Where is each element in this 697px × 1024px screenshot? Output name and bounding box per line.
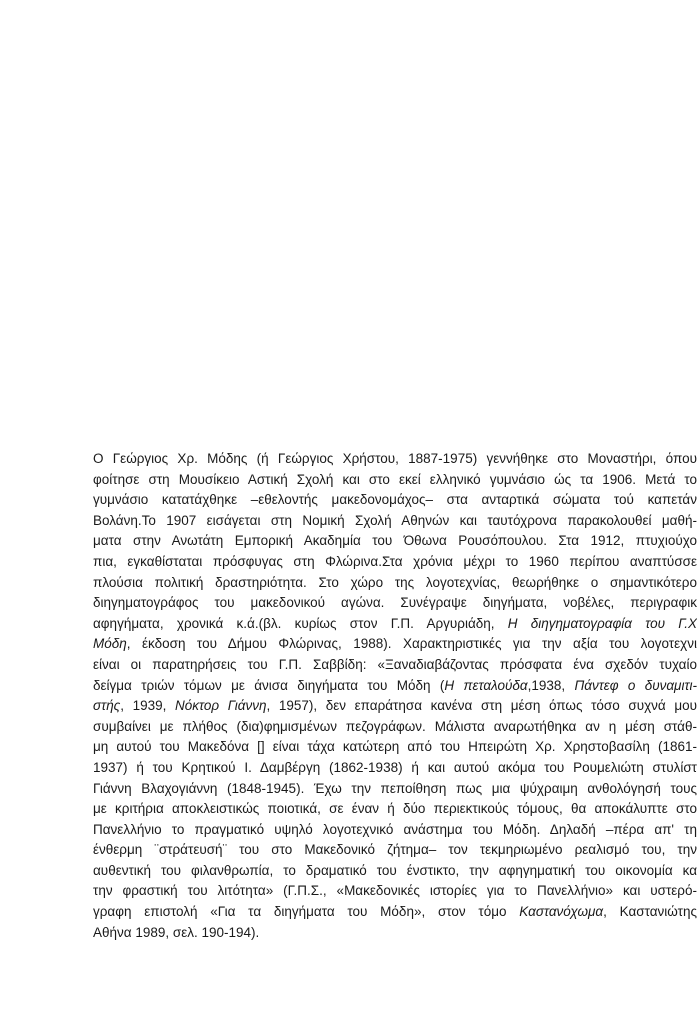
text-segment: , 1939, xyxy=(120,698,176,714)
text-line xyxy=(93,614,697,635)
text-segment: ένθερμη ¨στράτευσή¨ του στο Μακεδονικό ζήτημα– τον τεκμηριωμένο ρεαλισμό του, την xyxy=(93,842,697,858)
text-segment: αυθεντική του φιλανθρωπία, το δραματικό του ένστικτο, την αφηγηματική του οικονομία κα xyxy=(93,862,697,878)
text-segment: ,1938, xyxy=(527,677,575,693)
italic-book-title: Πάντεφ ο δυναμιτι- xyxy=(574,677,697,693)
text-line xyxy=(93,449,697,470)
italic-book-title: Νόκτορ Γιάννη xyxy=(175,698,267,714)
text-segment: την φραστική του λιτότητα» (Γ.Π.Σ., «Μακεδονικές ιστορίες για το Πανελλήνιο» και υστερό- xyxy=(93,883,697,899)
text-line xyxy=(93,861,697,882)
text-line xyxy=(93,717,697,738)
text-line xyxy=(93,490,697,511)
text-segment: , Καστανιώτης xyxy=(603,904,697,920)
text-segment: αφηγήματα, χρονικά κ.ά.(βλ. κυρίως στον Γ.Π. Αργυριάδη, xyxy=(93,615,508,631)
text-line xyxy=(93,737,697,758)
text-segment: , έκδοση του Δήμου Φλώρινας, 1988). Χαρακτηριστικές για την αξία του λογοτεχνι xyxy=(126,636,697,652)
text-segment: διηγηματογράφος του μακεδονικού αγώνα. Συνέγραψε διηγήματα, νοβέλες, περιγραφικ xyxy=(93,595,697,611)
text-line xyxy=(93,923,697,944)
text-line xyxy=(93,511,697,532)
text-line xyxy=(93,696,697,717)
text-segment: , 1957), δεν επαράτησα κανένα στη μέση όπως τόσο συχνά μου xyxy=(266,698,697,714)
text-segment: συμβαίνει με πλήθος (δια)φημισμένων πεζογράφων. Μάλιστα αναρωτήθηκα αν η μέση στάθ- xyxy=(93,718,697,734)
text-line xyxy=(93,840,697,861)
text-segment: Ο Γεώργιος Χρ. Μόδης (ή Γεώργιος Χρήστου, 1887-1975) γεννήθηκε στο Μοναστήρι, όπου xyxy=(93,451,697,466)
text-segment: 1937) ή του Κρητικού Ι. Δαμβέργη (1862-1938) ή και αυτού ακόμα του Ρουμελιώτη στυλίστ xyxy=(93,759,697,775)
text-line xyxy=(93,531,697,552)
text-line xyxy=(93,552,697,573)
italic-book-title: Η διηγηματογραφία του Γ.Χ xyxy=(507,615,697,631)
text-line xyxy=(93,799,697,820)
text-segment: γυμνάσιο κατατάχθηκε –εθελοντής μακεδονομάχος– στα ανταρτικά σώματα τού καπετάν xyxy=(93,492,697,508)
text-line xyxy=(93,676,697,697)
text-line xyxy=(93,820,697,841)
text-segment: Πανελλήνιο το πραγματικό υψηλό λογοτεχνικό ανάστημα του Μόδη. Δηλαδή –πέρα απ' τη xyxy=(93,821,697,837)
text-segment: πλούσια πολιτική δραστηριότητα. Στο χώρο της λογοτεχνίας, θεωρήθηκε ο σημαντικότερο xyxy=(93,574,697,590)
text-segment: φοίτησε στη Μουσίκειο Αστική Σχολή και στο εκεί ελληνικό γυμνάσιο ώς τα 1906. Μετά το xyxy=(93,471,697,487)
italic-book-title: στής xyxy=(93,698,121,714)
italic-book-title: Μόδη xyxy=(93,636,127,652)
text-line xyxy=(93,902,697,923)
text-line xyxy=(93,881,697,902)
text-segment: πια, εγκαθίσταται πρόσφυγας στη Φλώρινα.Στα χρόνια μέχρι το 1960 περίπου αναπτύσσε xyxy=(93,553,697,569)
text-segment: με κριτήρια αποκλειστικώς ποιοτικά, σε έναν ή δύο περιεκτικούς τόμους, θα αποκάλυπτε στο xyxy=(93,801,697,817)
text-segment: δείγμα τριών τόμων με άνισα διηγήματα του Μόδη ( xyxy=(93,677,445,693)
text-line xyxy=(93,573,697,594)
text-segment: ματα στην Ανωτάτη Εμπορική Ακαδημία του Όθωνα Ρουσόπουλου. Στα 1912, πτυχιούχο xyxy=(93,533,697,549)
text-line xyxy=(93,634,697,655)
text-segment: Γιάννη Βλαχογιάννη (1848-1945). Έχω την πεποίθηση πως μια ψύχραιμη ανθολόγησή τους xyxy=(93,780,697,796)
text-segment: Αθήνα 1989, σελ. 190-194). xyxy=(93,924,260,940)
text-segment: μη αυτού του Μακεδόνα [] είναι τάχα κατώτερη από του Ηπειρώτη Χρ. Χρηστοβασίλη (1861- xyxy=(93,739,697,755)
biography-paragraph xyxy=(93,449,697,943)
text-line xyxy=(93,655,697,676)
text-segment: είναι οι παρατηρήσεις του Γ.Π. Σαββίδη: «Ξαναδιαβάζοντας πρόσφατα ένα σχεδόν τυχαίο xyxy=(93,656,697,672)
text-segment: γραφη επιστολή «Για τα διηγήματα του Μόδη», στον τόμο xyxy=(93,904,520,920)
italic-book-title: Η πεταλούδα xyxy=(444,677,528,693)
text-line xyxy=(93,779,697,800)
text-line xyxy=(93,593,697,614)
text-segment: Βολάνη.Το 1907 εισάγεται στη Νομική Σχολή Αθηνών και ταυτόχρονα παρακολουθεί μαθή- xyxy=(93,512,697,528)
text-line xyxy=(93,758,697,779)
text-line xyxy=(93,470,697,491)
italic-book-title: Καστανόχωμα xyxy=(519,904,604,920)
